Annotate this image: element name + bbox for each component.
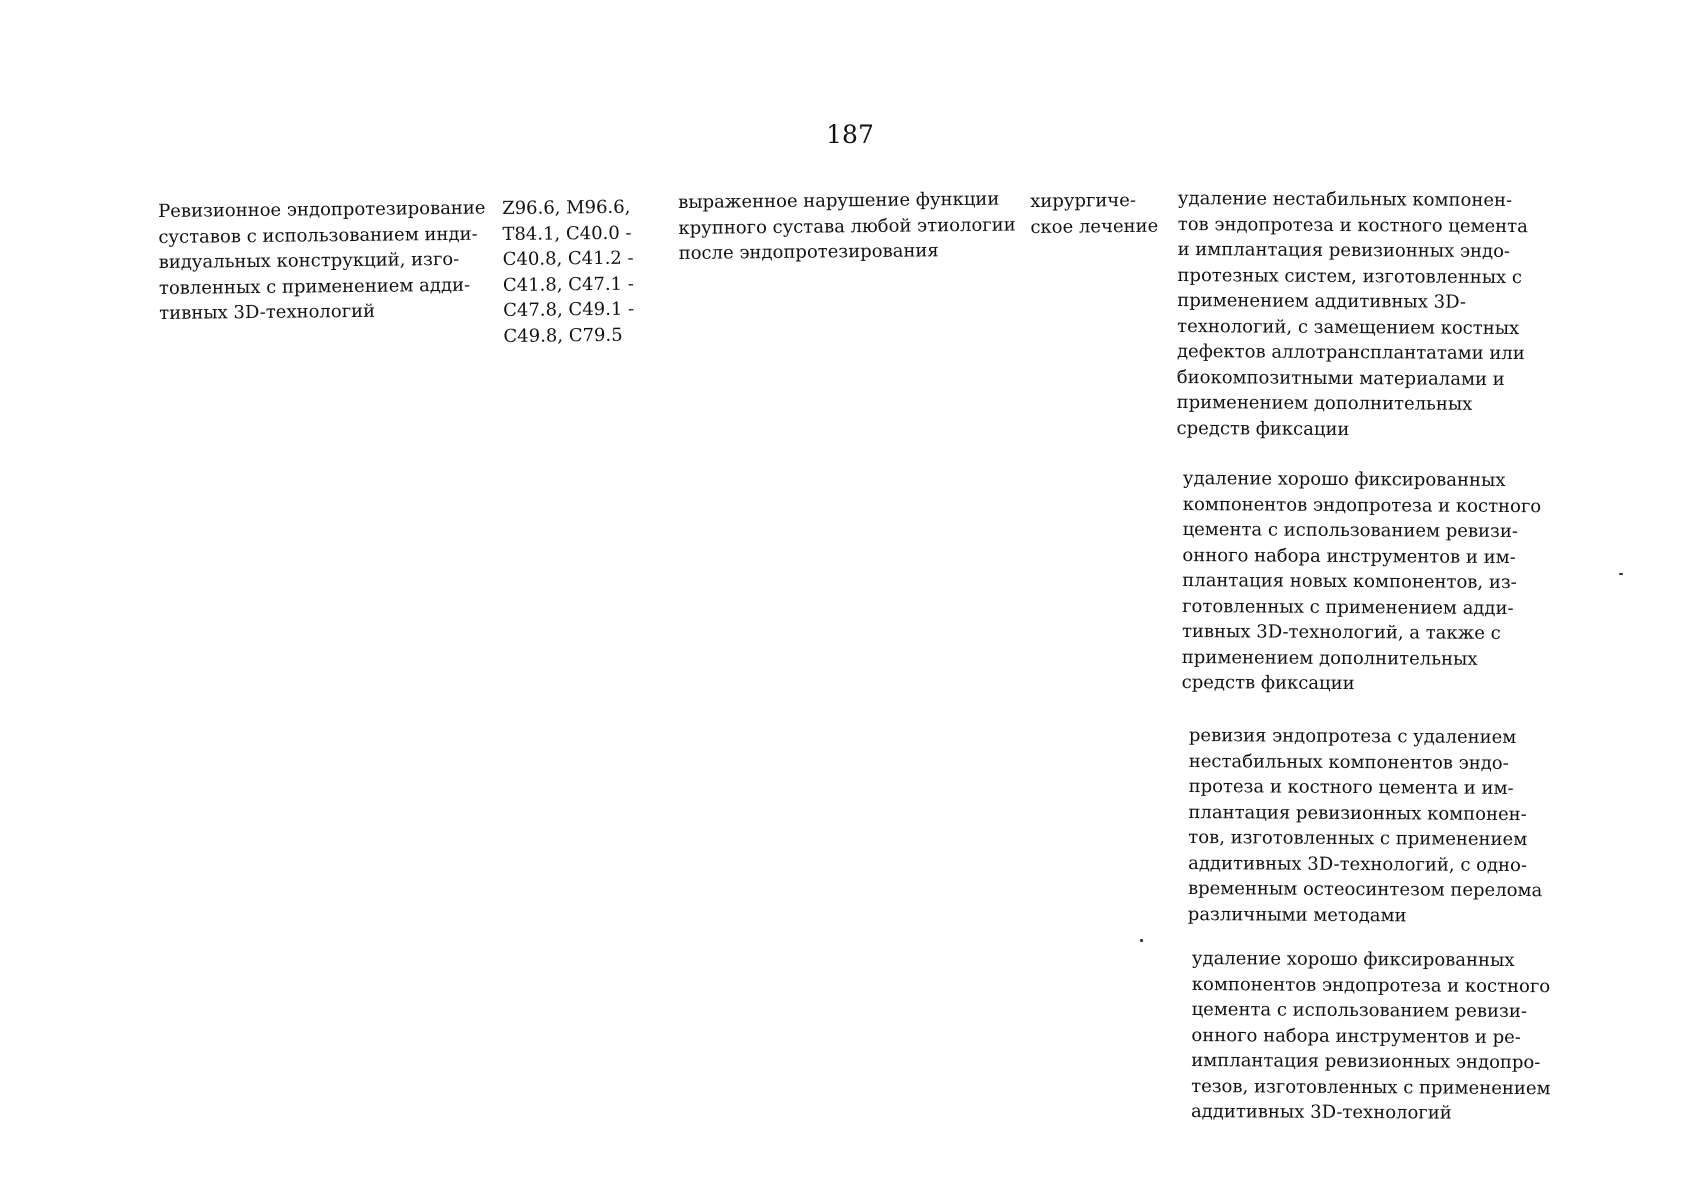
page-number: 187 bbox=[826, 120, 874, 149]
method-line: удаление хорошо фиксированных bbox=[1182, 467, 1506, 491]
method-line: цемента с использованием ревизи- bbox=[1191, 998, 1528, 1023]
diagnosis-code-line: C40.8, C41.2 - bbox=[502, 247, 634, 270]
diagnosis-code-line: C47.8, C49.1 - bbox=[503, 298, 635, 321]
method-description-1 bbox=[1176, 186, 1528, 443]
method-description-2 bbox=[1182, 466, 1542, 698]
method-line: онного набора инструментов и ре- bbox=[1191, 1024, 1521, 1048]
method-line: применением дополнительных bbox=[1176, 391, 1473, 415]
diagnosis-code-line: Z96.6, M96.6, bbox=[502, 196, 631, 219]
diagnosis-code-line: T84.1, C40.0 - bbox=[502, 222, 632, 245]
diagnosis-code-line: C49.8, C79.5 bbox=[503, 324, 623, 347]
method-line: различными методами bbox=[1187, 903, 1407, 926]
method-line: компонентов эндопротеза и костного bbox=[1191, 973, 1551, 997]
diagnosis-codes-cell bbox=[502, 195, 635, 349]
method-line: плантация ревизионных компонен- bbox=[1188, 801, 1527, 825]
indication-line: выраженное нарушение функции bbox=[678, 188, 1000, 213]
indication-cell bbox=[678, 186, 1016, 266]
diagnosis-code-line: C41.8, C47.1 - bbox=[502, 273, 634, 296]
method-line: технологий, с замещением костных bbox=[1177, 315, 1520, 339]
scan-speck bbox=[1140, 939, 1143, 942]
treatment-type-cell bbox=[1030, 188, 1158, 240]
indication-line: крупного сустава любой этиологии bbox=[678, 213, 1016, 239]
method-line: и имплантация ревизионных эндо- bbox=[1177, 238, 1511, 263]
method-line: ревизия эндопротеза с удалением bbox=[1188, 724, 1517, 748]
method-line: тов эндопротеза и костного цемента bbox=[1177, 213, 1528, 237]
procedure-name-line: тивных 3D-технологий bbox=[159, 300, 376, 324]
method-line: готовленных с применением адди- bbox=[1182, 595, 1514, 619]
method-description-3 bbox=[1188, 723, 1544, 929]
method-line: плантация новых компонентов, из- bbox=[1182, 569, 1517, 594]
indication-line: после эндопротезирования bbox=[678, 240, 939, 264]
procedure-name-line: товленных с применением адди- bbox=[158, 274, 471, 299]
method-line: дефектов аллотрансплантатами или bbox=[1176, 340, 1525, 365]
procedure-name-line: Ревизионное эндопротезирование bbox=[158, 197, 486, 222]
procedure-name-line: суставов с использованием инди- bbox=[158, 223, 478, 248]
method-line: применением дополнительных bbox=[1181, 646, 1478, 670]
method-line: тов, изготовленных с применением bbox=[1188, 826, 1528, 851]
method-line: средств фиксации bbox=[1181, 671, 1355, 695]
method-line: удаление нестабильных компонен- bbox=[1177, 187, 1513, 212]
method-line: тезов, изготовленных с применением bbox=[1191, 1075, 1551, 1099]
method-description-4 bbox=[1191, 946, 1551, 1127]
procedure-name-cell bbox=[158, 196, 487, 327]
method-line: тивных 3D-технологий, а также с bbox=[1181, 620, 1501, 644]
method-line: протезных систем, изготовленных с bbox=[1177, 264, 1523, 288]
method-line: компонентов эндопротеза и костного bbox=[1182, 493, 1542, 517]
method-line: нестабильных компонентов эндо- bbox=[1188, 750, 1509, 774]
procedure-name-line: видуальных конструкций, изго- bbox=[158, 248, 460, 273]
method-line: цемента с использованием ревизи- bbox=[1182, 518, 1519, 543]
method-line: удаление хорошо фиксированных bbox=[1191, 947, 1515, 971]
treatment-type-line: хирургиче- bbox=[1030, 189, 1137, 212]
treatment-type-line: ское лечение bbox=[1030, 215, 1159, 238]
method-line: аддитивных 3D-технологий bbox=[1190, 1100, 1452, 1124]
method-line: аддитивных 3D-технологий, с одно- bbox=[1188, 852, 1528, 876]
method-line: средств фиксации bbox=[1176, 417, 1350, 440]
method-line: применением аддитивных 3D- bbox=[1177, 289, 1467, 313]
method-line: протеза и костного цемента и им- bbox=[1188, 775, 1514, 799]
method-line: временным остеосинтезом перелома bbox=[1187, 877, 1543, 902]
scan-speck bbox=[1619, 573, 1623, 575]
method-line: биокомпозитными материалами и bbox=[1176, 366, 1505, 390]
method-line: имплантация ревизионных эндопро- bbox=[1191, 1049, 1541, 1074]
method-line: онного набора инструментов и им- bbox=[1182, 544, 1516, 568]
